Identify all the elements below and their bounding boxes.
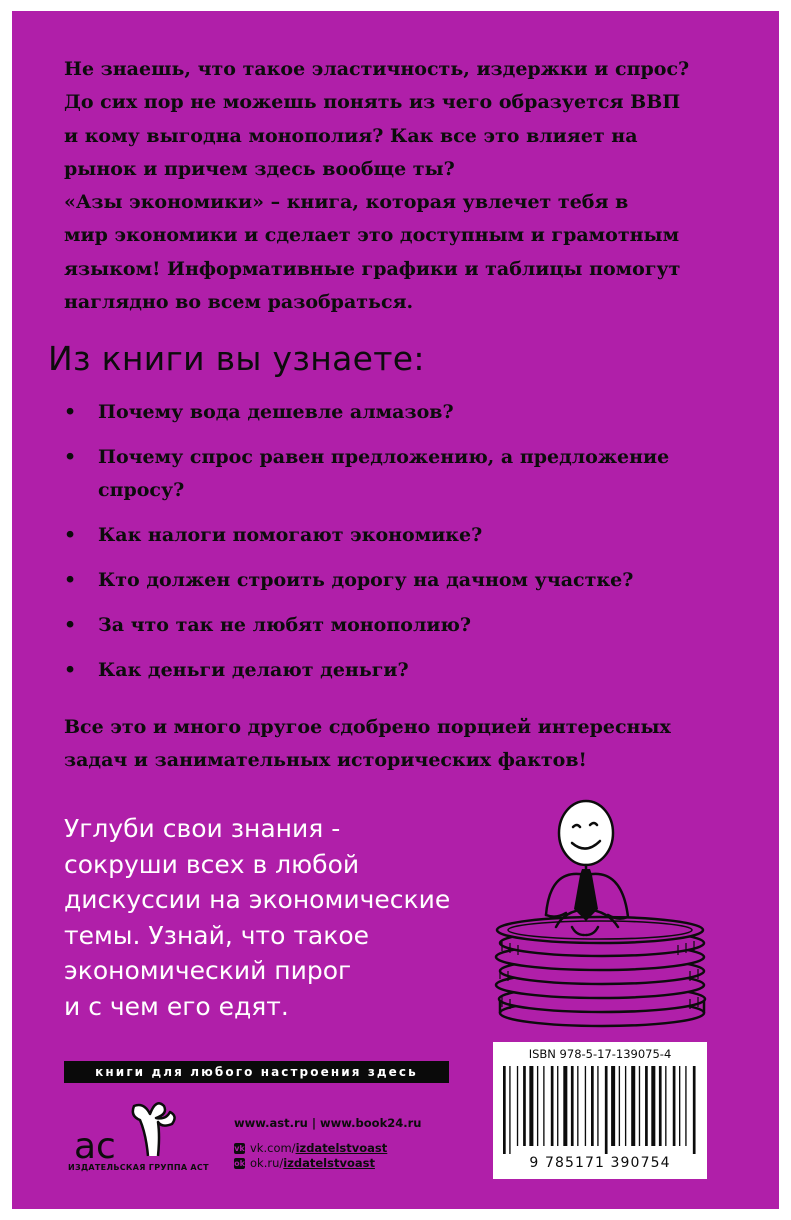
list-item [64, 654, 744, 687]
summary-line: Все это и много другое сдобрено порцией интересных [64, 716, 671, 738]
barcode-bar [597, 1066, 598, 1146]
cta-line: сокруши всех в любой [64, 849, 360, 879]
social-prefix: vk.com/ [250, 1141, 296, 1155]
publisher-label: ИЗДАТЕЛЬСКАЯ ГРУППА АСТ [68, 1163, 209, 1172]
fact-text: Почему вода дешевле алмазов? [98, 401, 454, 423]
bullet-icon: • [64, 614, 77, 636]
bullet-icon: • [64, 446, 77, 468]
barcode-bar [625, 1066, 626, 1146]
fact-text: Почему спрос равен предложению, а предложение спросу? [98, 446, 670, 501]
cta-line: экономический пирог [64, 956, 352, 985]
summary-line: задач и занимательных исторических фактов! [64, 749, 587, 771]
barcode-bar [659, 1066, 662, 1146]
barcode-bar [639, 1066, 640, 1146]
isbn-text: ISBN 978-5-17-139075-4 [528, 1047, 672, 1061]
barcode-bar [543, 1066, 544, 1146]
list-item [64, 519, 744, 552]
barcode-bar [631, 1066, 635, 1146]
barcode-bar [673, 1066, 676, 1146]
barcode-number: 9 785171 390754 [529, 1155, 671, 1171]
barcode-bar [619, 1066, 620, 1146]
vk-icon: vk [234, 1143, 245, 1153]
ast-logo-letters: ас [74, 1126, 116, 1167]
social-handle: izdatelstvoast [283, 1156, 375, 1170]
barcode-bar [679, 1066, 680, 1146]
intro-line: мир экономики и сделает это доступным и грамотным [64, 224, 680, 247]
intro-line: рынок и причем здесь вообще ты? [64, 157, 455, 180]
barcode-bar [509, 1066, 510, 1154]
learn-heading: Из книги вы узнаете: [48, 339, 425, 378]
bullet-icon: • [64, 401, 77, 423]
barcode-panel [493, 1042, 707, 1179]
tagline-banner: книги для любого настроения здесь [64, 1061, 449, 1083]
barcode-bar [651, 1066, 655, 1146]
social-link-ok [234, 1156, 375, 1170]
barcode-bar [665, 1066, 666, 1146]
summary-paragraph [64, 711, 744, 777]
social-handle: izdatelstvoast [295, 1141, 388, 1155]
intro-line: наглядно во всем разобраться. [64, 291, 414, 314]
intro-line: языком! Информативные графики и таблицы помогут [64, 257, 681, 280]
list-item [64, 564, 744, 597]
intro-line: До сих пор не можешь понять из чего образуется ВВП [64, 91, 681, 114]
barcode-bar [577, 1066, 578, 1146]
barcode-bar [693, 1066, 696, 1154]
back-cover [12, 11, 779, 1209]
bullet-icon: • [64, 659, 77, 681]
ok-icon: ok [234, 1158, 245, 1168]
barcode-bar [611, 1066, 615, 1146]
list-item [64, 609, 744, 642]
barcode-bar [591, 1066, 594, 1146]
intro-line: и кому выгодна монополия? Как все это влияет на [64, 124, 638, 147]
barcode [497, 1066, 703, 1154]
barcode-bar [517, 1066, 518, 1146]
intro-line: Не знаешь, что такое эластичность, издержки и спрос? [64, 58, 690, 80]
bullet-icon: • [64, 524, 77, 546]
cta-paragraph [64, 811, 450, 1024]
social-link-vk [234, 1141, 387, 1155]
intro-line: «Азы экономики» – книга, которая увлечет тебя в [64, 191, 629, 214]
website-links: www.ast.ru | www.book24.ru [234, 1116, 422, 1130]
barcode-bar [503, 1066, 506, 1154]
facts-list [64, 396, 744, 699]
barcode-bar [563, 1066, 567, 1146]
list-item [64, 441, 744, 507]
social-prefix: ok.ru/ [250, 1156, 284, 1170]
barcode-bar [523, 1066, 526, 1146]
intro-paragraph [64, 53, 744, 319]
fact-text: Кто должен строить дорогу на дачном участке? [98, 569, 634, 591]
barcode-bar [571, 1066, 574, 1146]
barcode-bar [685, 1066, 686, 1146]
fact-text: Как деньги делают деньги? [98, 659, 409, 681]
fact-text: Как налоги помогают экономике? [98, 524, 483, 546]
barcode-bar [529, 1066, 533, 1146]
barcode-bar [551, 1066, 554, 1146]
barcode-bar [537, 1066, 538, 1146]
cta-line: темы. Узнай, что такое [64, 920, 370, 950]
barcode-bar [645, 1066, 648, 1146]
bullet-icon: • [64, 569, 77, 591]
cta-line: дискуссии на экономические [64, 885, 451, 914]
barcode-bar [557, 1066, 558, 1146]
barcode-bar [605, 1066, 608, 1154]
list-item [64, 396, 744, 429]
barcode-bar [585, 1066, 586, 1146]
cta-line: и с чем его едят. [64, 991, 289, 1021]
fact-text: За что так не любят монополию? [98, 614, 472, 636]
cta-line: Углуби свои знания - [64, 814, 341, 843]
stick-figure-on-coins-illustration [480, 791, 725, 1036]
